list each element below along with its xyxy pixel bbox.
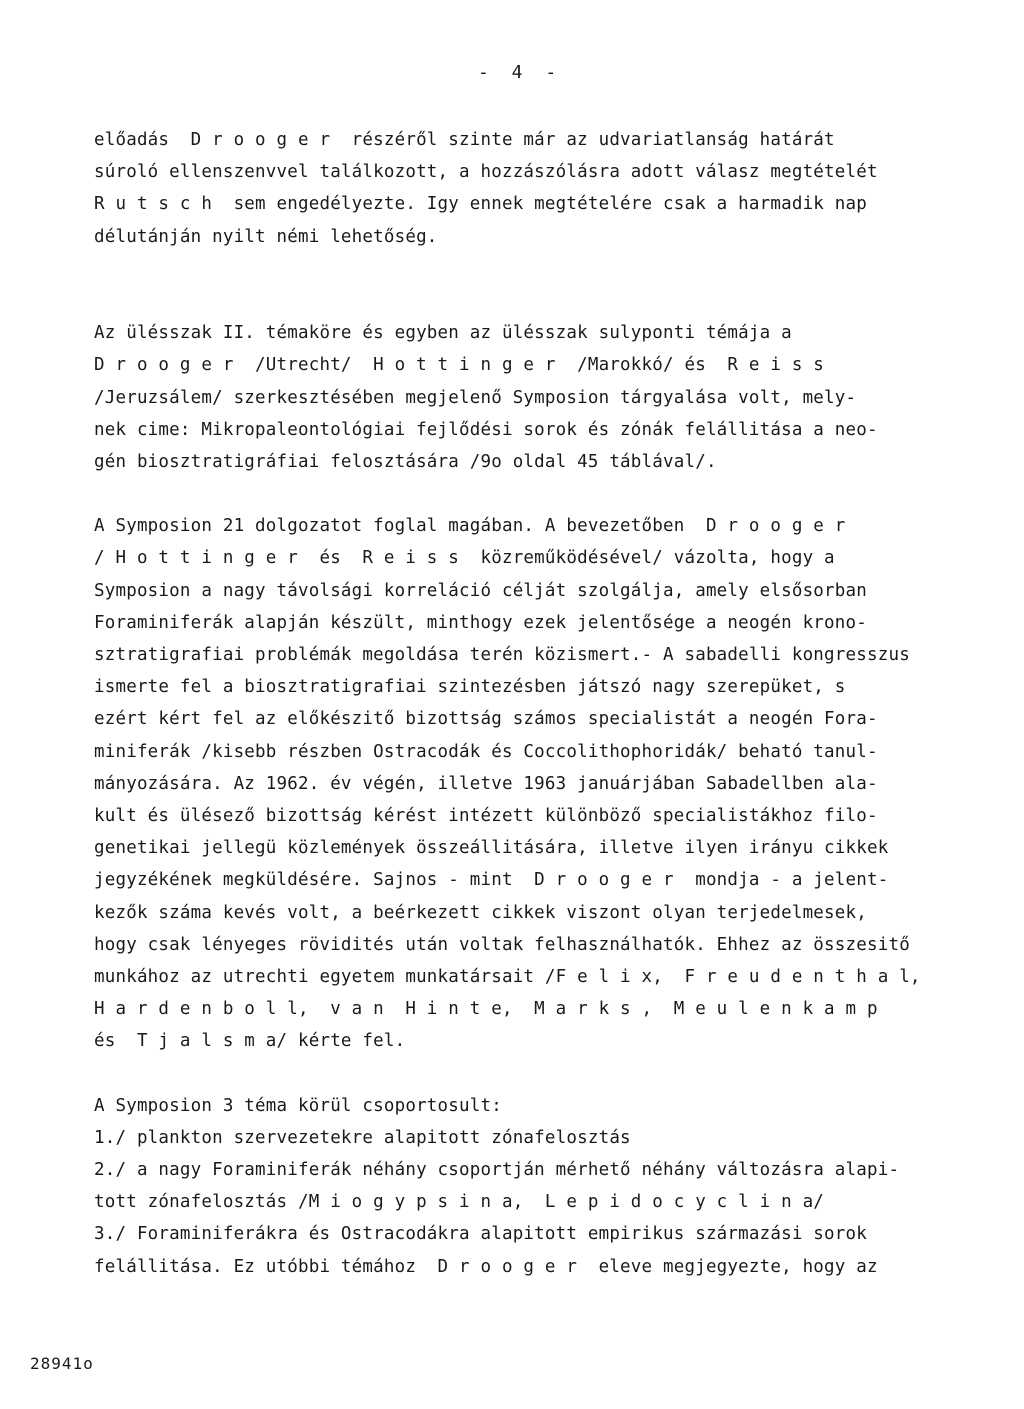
paragraph-gap xyxy=(94,285,954,317)
text-line: A Symposion 3 téma körül csoportosult: xyxy=(94,1095,502,1116)
text-line: hogy csak lényeges rövidités után voltak felhasználhatók. Ehhez az összesitő xyxy=(94,934,910,955)
text-line: súroló ellenszenvvel találkozott, a hozzászólásra adott válasz megtételét xyxy=(94,162,878,183)
text-line: előadás D r o o g e r részéről szinte már az udvariatlanság határát xyxy=(94,130,835,150)
text-line: sztratigrafiai problémák megoldása terén közismert.- A sabadelli kongresszus xyxy=(94,645,910,665)
paragraph-gap xyxy=(94,478,954,510)
list-item: 1./ plankton szervezetekre alapitott zónafelosztás xyxy=(94,1127,631,1148)
text-line: H a r d e n b o l l, v a n H i n t e, M a r k s , M e u l e n k a m p xyxy=(94,999,878,1020)
page-number: - 4 - xyxy=(478,62,563,83)
text-line: D r o o g e r /Utrecht/ H o t t i n g e r /Marokkó/ és R e i s s xyxy=(94,355,825,376)
text-line: nek cime: Mikropaleontológiai fejlődési sorok és zónák felállitása a neo- xyxy=(94,419,878,440)
text-line: miniferák /kisebb részben Ostracodák és Coccolithophoridák/ beható tanul- xyxy=(94,741,878,762)
text-line: Foraminiferák alapján készült, minthogy ezek jelentősége a neogén krono- xyxy=(94,612,867,633)
paragraph-3 xyxy=(94,510,954,1057)
text-line: tott zónafelosztás /M i o g y p s i n a, L e p i d o c y c l i n a/ xyxy=(94,1192,825,1213)
text-line: Symposion a nagy távolsági korreláció célját szolgálja, amely elsősorban xyxy=(94,580,867,601)
paragraph-4 xyxy=(94,1090,954,1283)
text-line: A Symposion 21 dolgozatot foglal magában. A bevezetőben D r o o g e r xyxy=(94,516,846,537)
footer-code: 28941o xyxy=(30,1354,94,1373)
text-line: jegyzékének megküldésére. Sajnos - mint D r o o g e r mondja - a jelent- xyxy=(94,870,889,891)
text-line: ezért kért fel az előkészitő bizottság számos specialistát a neogén Fora- xyxy=(94,709,878,730)
paragraph-2 xyxy=(94,317,954,478)
paragraph-gap xyxy=(94,253,954,285)
list-item: 3./ Foraminiferákra és Ostracodákra alapitott empirikus származási sorok xyxy=(94,1224,867,1245)
text-line: /Jeruzsálem/ szerkesztésében megjelenő Symposion tárgyalása volt, mely- xyxy=(94,387,857,408)
list-item: 2./ a nagy Foraminiferák néhány csoportján mérhető néhány változásra alapi- xyxy=(94,1160,900,1180)
text-line: délutánján nyilt némi lehetőség. xyxy=(94,226,438,247)
text-line: genetikai jellegü közlemények összeállitására, illetve ilyen irányu cikkek xyxy=(94,838,889,859)
document-body xyxy=(94,124,954,1283)
text-line: gén biosztratigráfiai felosztására /9o oldal 45 táblával/. xyxy=(94,451,717,472)
paragraph-gap xyxy=(94,1057,954,1089)
text-line: R u t s c h sem engedélyezte. Igy ennek megtételére csak a harmadik nap xyxy=(94,194,867,215)
text-line: munkához az utrechti egyetem munkatársait /F e l i x, F r e u d e n t h a l, xyxy=(94,966,921,987)
text-line: ismerte fel a biosztratigrafiai szintezésben játszó nagy szerepüket, s xyxy=(94,677,846,698)
text-line: kezők száma kevés volt, a beérkezett cikkek viszont olyan terjedelmesek, xyxy=(94,902,867,923)
text-line: / H o t t i n g e r és R e i s s közreműködésével/ vázolta, hogy a xyxy=(94,548,835,569)
text-line: mányozására. Az 1962. év végén, illetve 1963 januárjában Sabadellben ala- xyxy=(94,773,878,794)
text-line: kult és ülésező bizottság kérést intézett különböző specialistákhoz filo- xyxy=(94,805,878,826)
paragraph-1 xyxy=(94,124,954,253)
text-line: és T j a l s m a/ kérte fel. xyxy=(94,1031,406,1052)
text-line: felállitása. Ez utóbbi témához D r o o g e r eleve megjegyezte, hogy az xyxy=(94,1256,878,1277)
text-line: Az ülésszak II. témaköre és egyben az ülésszak sulyponti témája a xyxy=(94,323,792,344)
